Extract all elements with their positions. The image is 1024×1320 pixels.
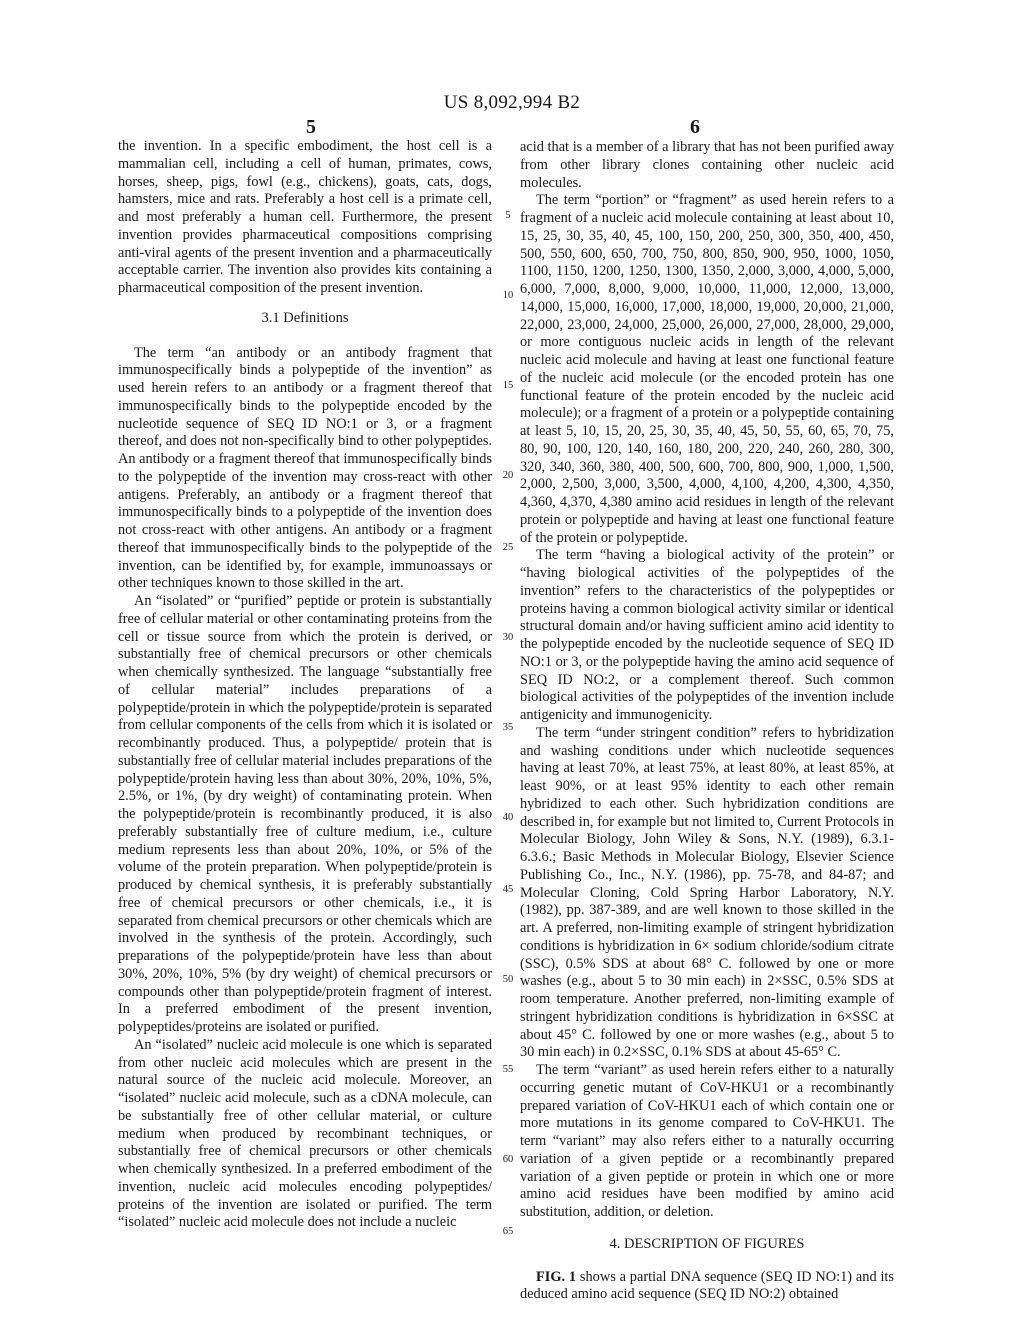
figure-reference: FIG. 1: [536, 1268, 577, 1285]
line-number: 10: [502, 290, 514, 301]
line-number: 25: [502, 542, 514, 553]
page-number-right: 6: [690, 116, 700, 138]
line-number: 65: [502, 1226, 514, 1237]
line-number: 5: [505, 210, 511, 221]
line-number: 30: [502, 632, 514, 643]
paragraph: An “isolated” nucleic acid molecule is one which is separated from other nucleic acid molecules which are present in the natural source of the nucleic acid molecule. Moreover, an “isolated” nucleic acid molecule, such as a cDNA molecule, can be substantially free of other cellular material, or culture medium when produced by recombinant techniques, or substantially free of chemical precursors or other chemicals when chemically synthesized. In a preferred embodiment of the invention, nucleic acid molecules encoding polypeptides/ proteins of the invention are isolated or purified. The term “isolated” nucleic acid molecule does not include a nucleic: [118, 1036, 492, 1231]
patent-header: US 8,092,994 B2: [443, 92, 581, 113]
paragraph: acid that is a member of a library that has not been purified away from other library clones containing other nucleic acid molecules.: [520, 139, 894, 191]
line-number: 55: [502, 1064, 514, 1075]
left-column: [118, 138, 492, 1232]
paragraph: The term “an antibody or an antibody fragment that immunospecifically binds a polypeptide of the invention” as used herein refers to an antibody or a fragment thereof that immunospecifically binds to the polypeptide encoded by the nucleotide sequence of SEQ ID NO:1 or 3, or a fragment thereof, and does not non-specifically bind to other polypeptides. An antibody or a fragment thereof that immunospecifically binds to the polypeptide of the invention may cross-react with other antigens. Preferably, an antibody or a fragment thereof that immunospecifically binds to a polypeptide of the invention does not cross-react with other antigens. An antibody or a fragment thereof that immunospecifically binds to the polypeptide of the invention, can be identified by, for example, immunoassays or other techniques known to those skilled in the art.: [118, 344, 492, 592]
paragraph: The term “portion” or “fragment” as used herein refers to a fragment of a nucleic acid molecule containing at least about 10, 15, 25, 30, 35, 40, 45, 100, 150, 200, 250, 300, 350, 400, 450, 500, 550, 600, 650, 700, 750, 800, 850, 900, 950, 1000, 1050, 1100, 1150, 1200, 1250, 1300, 1350, 2,000, 3,000, 4,000, 5,000, 6,000, 7,000, 8,000, 9,000, 10,000, 11,000, 12,000, 13,000, 14,000, 15,000, 16,000, 17,000, 18,000, 19,000, 20,000, 21,000, 22,000, 23,000, 24,000, 25,000, 26,000, 27,000, 28,000, 29,000, or more contiguous nucleic acids in length of the relevant nucleic acid molecule and having at least one functional feature of the nucleic acid molecule (or the encoded protein has one functional feature of the protein encoded by the nucleic acid molecule); or a fragment of a protein or a polypeptide containing at least 5, 10, 15, 20, 25, 30, 35, 40, 45, 50, 55, 60, 65, 70, 75, 80, 90, 100, 120, 140, 160, 180, 200, 220, 240, 260, 280, 300, 320, 340, 360, 380, 400, 500, 600, 700, 800, 900, 1,000, 1,500, 2,000, 2,500, 3,000, 3,500, 4,000, 4,100, 4,200, 4,300, 4,350, 4,360, 4,370, 4,380 amino acid residues in length of the relevant protein or polypeptide and having at least one functional feature of the protein or polypeptide.: [520, 192, 894, 546]
line-number: 40: [502, 812, 514, 823]
page-number-left: 5: [306, 116, 316, 138]
paragraph: An “isolated” or “purified” peptide or protein is substantially free of cellular material or other contaminating proteins from the cell or tissue source from which the protein is derived, or substantially free of chemical precursors or other chemicals when chemically synthesized. The language “substantially free of cellular material” includes preparations of a polypeptide/protein in which the polypeptide/protein is separated from cellular components of the cells from which it is isolated or recombinantly produced. Thus, a polypeptide/ protein that is substantially free of cellular material includes preparations of the polypeptide/protein having less than about 30%, 20%, 10%, 5%, 2.5%, or 1%, (by dry weight) of contaminating protein. When the polypeptide/protein is recombinantly produced, it is also preferably substantially free of culture medium, i.e., culture medium represents less than about 20%, 10%, or 5% of the volume of the protein preparation. When polypeptide/protein is produced by chemical synthesis, it is preferably substantially free of chemical precursors or other chemicals, i.e., it is separated from chemical precursors or other chemicals which are involved in the synthesis of the protein. Accordingly, such preparations of the polypeptide/protein have less than about 30%, 20%, 10%, 5% (by dry weight) of chemical precursors or compounds other than polypeptide/protein fragment of interest. In a preferred embodiment of the present invention, polypeptides/proteins are isolated or purified.: [118, 593, 492, 1035]
line-number: 15: [502, 380, 514, 391]
section-heading-figures: 4. DESCRIPTION OF FIGURES: [609, 1235, 805, 1252]
line-number: 60: [502, 1154, 514, 1165]
line-number: 45: [502, 884, 514, 895]
paragraph: The term “having a biological activity of the protein” or “having biological activities of the polypeptides of the invention” refers to the characteristics of the polypeptides or proteins having a common biological activity similar or identical structural domain and/or having sufficient amino acid identity to the polypeptide encoded by the nucleotide sequence of SEQ ID NO:1 or 3, or the polypeptide having the amino acid sequence of SEQ ID NO:2, or a complement thereof. Such common biological activities of the polypeptides of the invention include antigenicity and immunogenicity.: [520, 547, 894, 723]
line-number: 50: [502, 974, 514, 985]
paragraph-text: shows a partial DNA sequence (SEQ ID NO:1) and its deduced amino acid sequence (SEQ ID NO:2) obtained: [520, 1268, 894, 1303]
line-number: 20: [502, 470, 514, 481]
paragraph: the invention. In a specific embodiment, the host cell is a mammalian cell, including a cell of human, primates, cows, horses, sheep, pigs, fowl (e.g., chickens), goats, cats, dogs, hamsters, mice and rats. Preferably a host cell is a primate cell, and most preferably a human cell. Furthermore, the present invention provides pharmaceutical compositions comprising anti-viral agents of the present invention and a pharmaceutically acceptable carrier. The invention also provides kits containing a pharmaceutical composition of the present invention.: [118, 138, 492, 296]
paragraph: [520, 1269, 894, 1305]
paragraph: The term “under stringent condition” refers to hybridization and washing conditions under which nucleotide sequences having at least 70%, at least 75%, at least 80%, at least 85%, at least 90%, or at least 95% identity to each other remain hybridized to each other. Such hybridization conditions are described in, for example but not limited to, Current Protocols in Molecular Biology, John Wiley & Sons, N.Y. (1989), 6.3.1-6.3.6.; Basic Methods in Molecular Biology, Elsevier Science Publishing Co., Inc., N.Y. (1986), pp. 75-78, and 84-87; and Molecular Cloning, Cold Spring Harbor Laboratory, N.Y. (1982), pp. 387-389, and are well known to those skilled in the art. A preferred, non-limiting example of stringent hybridization conditions is hybridization in 6× sodium chloride/sodium citrate (SSC), 0.5% SDS at about 68° C. followed by one or more washes (e.g., about 5 to 30 min each) in 2×SSC, 0.5% SDS at room temperature. Another preferred, non-limiting example of stringent hybridization conditions is hybridization in 6×SSC at about 45° C. followed by one or more washes (e.g., about 5 to 30 min each) in 0.2×SSC, 0.1% SDS at about 45-65° C.: [520, 724, 894, 1061]
right-column: [520, 139, 894, 1304]
line-number: 35: [502, 722, 514, 733]
paragraph: The term “variant” as used herein refers either to a naturally occurring genetic mutant of CoV-HKU1 or a recombinantly prepared variation of CoV-HKU1 each of which contain one or more mutations in its genome compared to CoV-HKU1. The term “variant” may also refers either to a naturally occurring variation of a given peptide or a recombinantly prepared variation of a given peptide or protein in which one or more amino acid residues have been modified by amino acid substitution, addition, or deletion.: [520, 1062, 894, 1220]
section-heading-definitions: 3.1 Definitions: [261, 309, 349, 326]
